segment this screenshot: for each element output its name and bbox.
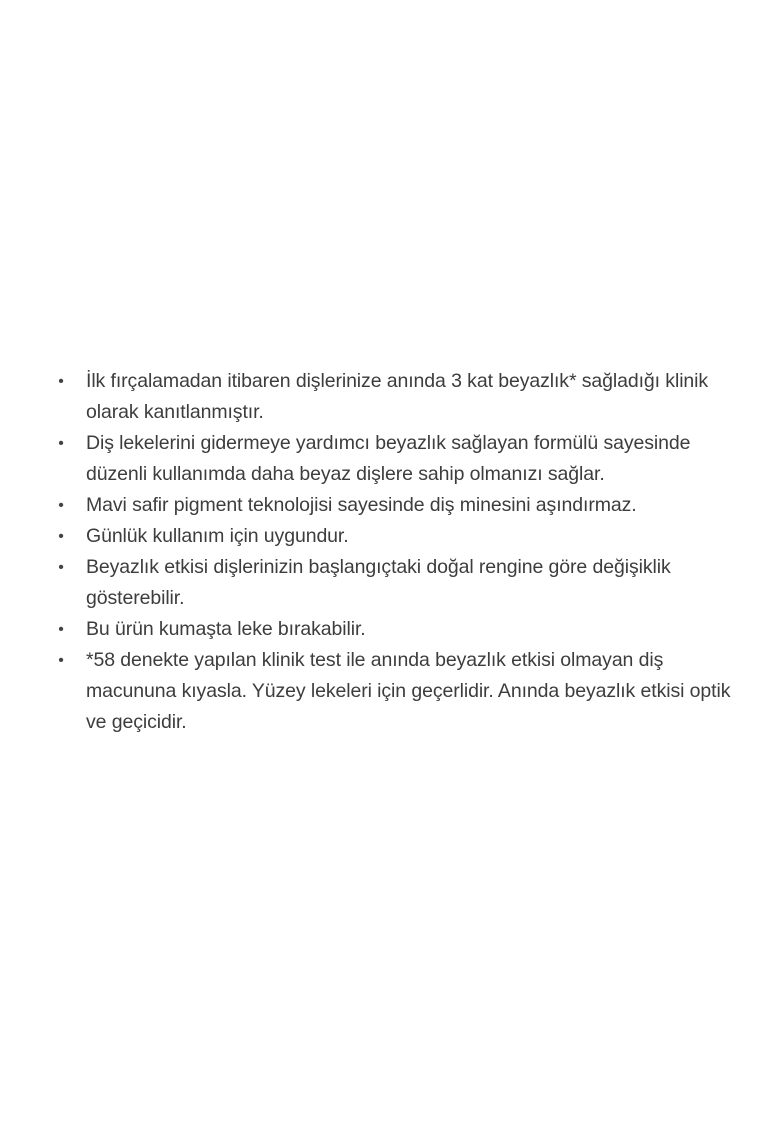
bullet-icon: • [58,373,64,390]
feature-item-fabric-warning [56,614,746,645]
feature-text: Mavi safir pigment teknolojisi sayesinde diş minesini aşındırmaz. [86,494,637,516]
feature-text: İlk fırçalamadan itibaren dişlerinize anında 3 kat beyazlık* sağladığı klinik olarak kanıtlanmıştır. [86,370,709,423]
feature-item-instant-whitening [56,366,746,428]
feature-item-results-vary [56,552,746,614]
bullet-icon: • [58,559,64,576]
feature-text: Diş lekelerini gidermeye yardımcı beyazlık sağlayan formülü sayesinde düzenli kullanımda daha beyaz dişlere sahip olmanızı sağlar. [86,432,691,485]
feature-item-clinical-footnote [56,645,746,738]
bullet-icon: • [58,621,64,638]
bullet-icon: • [58,497,64,514]
product-description [56,366,746,738]
feature-text: Günlük kullanım için uygundur. [86,525,349,547]
bullet-icon: • [58,652,64,669]
feature-item-enamel-safe [56,490,746,521]
bullet-icon: • [58,435,64,452]
feature-list [56,366,746,738]
feature-item-stain-removal [56,428,746,490]
bullet-icon: • [58,528,64,545]
feature-item-daily-use [56,521,746,552]
feature-text: Beyazlık etkisi dişlerinizin başlangıçtaki doğal rengine göre değişiklik gösterebilir. [86,556,671,609]
feature-text: *58 denekte yapılan klinik test ile anında beyazlık etkisi olmayan diş macununa kıyasla. Yüzey lekeleri için geçerlidir. Anında beyazlık etkisi optik ve geçicidir. [86,649,731,733]
feature-text: Bu ürün kumaşta leke bırakabilir. [86,618,366,640]
